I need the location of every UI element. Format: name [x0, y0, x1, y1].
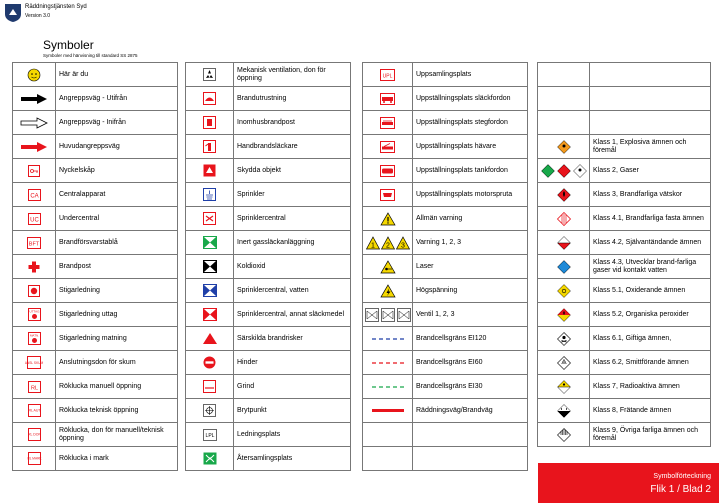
rescue-route-icon	[371, 408, 405, 413]
riser-outlet-icon	[28, 308, 41, 321]
symbol-row	[186, 351, 351, 375]
truck-extinguish-icon	[380, 93, 395, 105]
symbol-row	[186, 159, 351, 183]
symbol-row	[538, 207, 711, 231]
symbol-row	[538, 351, 711, 375]
symbol-row	[363, 135, 528, 159]
symbol-row	[538, 63, 711, 87]
symbol-row	[538, 399, 711, 423]
symbol-label: Sprinkler	[234, 183, 351, 207]
symbol-row	[186, 87, 351, 111]
empty-icon-cell	[363, 447, 413, 471]
symbol-row	[538, 255, 711, 279]
symbol-label: Uppställningsplats stegfordon	[413, 111, 528, 135]
symbol-label	[413, 447, 528, 471]
symbol-label: Inert gassläckanläggning	[234, 231, 351, 255]
key-box-icon	[28, 165, 40, 177]
symbol-label: Brandcellsgräns EI60	[413, 351, 528, 375]
symbol-label: Stigarledning uttag	[56, 303, 178, 327]
symbol-label: Angreppsväg - Utifrån	[56, 87, 178, 111]
symbol-label: Anslutningsdon för skum	[56, 351, 178, 375]
smoke-detector-icon	[24, 356, 44, 369]
symbol-label	[590, 111, 711, 135]
bft-code: BFT	[28, 240, 40, 247]
symbol-label: Huvudangreppsväg	[56, 135, 178, 159]
footer-box	[538, 463, 719, 503]
org-version: Version 3.0	[25, 13, 51, 19]
shield-logo-icon	[4, 3, 22, 23]
riser-icon	[28, 285, 40, 297]
warning-icon	[380, 212, 396, 226]
symbol-row	[363, 303, 528, 327]
symbol-label: Laser	[413, 255, 528, 279]
protected-object-icon	[203, 164, 216, 177]
symbol-label: Här är du	[56, 63, 178, 87]
symbol-label: Röklucka teknisk öppning	[56, 399, 178, 423]
line-green-icon	[371, 385, 405, 389]
ca-icon	[28, 189, 41, 201]
symbol-table-1	[12, 62, 178, 471]
symbol-row	[186, 327, 351, 351]
symbol-label: Klass 7, Radioaktiva ämnen	[590, 375, 711, 399]
class41-icon	[557, 212, 571, 226]
symbol-row	[13, 231, 178, 255]
symbol-label: Brandcellsgräns EI120	[413, 327, 528, 351]
class52-icon	[557, 308, 571, 322]
symbol-label: Röklucka, don för manuell/teknisk öppning	[56, 423, 178, 447]
symbol-label: Sprinklercentral, annat släckmedel	[234, 303, 351, 327]
symbol-row	[363, 111, 528, 135]
co2-icon	[203, 260, 217, 273]
symbol-row	[538, 111, 711, 135]
symbol-label: Klass 5.1, Oxiderande ämnen	[590, 279, 711, 303]
symbol-table-2	[185, 62, 351, 471]
symbol-label: Klass 6.2, Smittförande ämnen	[590, 351, 711, 375]
symbol-label: Klass 1, Explosiva ämnen och föremål	[590, 135, 711, 159]
symbol-row	[186, 423, 351, 447]
class43-icon	[557, 260, 571, 274]
line-blue-icon	[371, 337, 405, 341]
symbol-label: Klass 5.2, Organiska peroxider	[590, 303, 711, 327]
symbol-label: Allmän varning	[413, 207, 528, 231]
symbol-row	[538, 87, 711, 111]
fan-icon	[203, 68, 216, 81]
symbol-label: Skydda objekt	[234, 159, 351, 183]
symbol-label: Ventil 1, 2, 3	[413, 303, 528, 327]
symbol-row	[363, 423, 528, 447]
warning-code-3: 3	[400, 242, 405, 249]
rl-auto-icon	[28, 404, 41, 417]
truck-lift-icon	[380, 141, 395, 153]
indoor-hydrant-icon	[203, 116, 216, 129]
symbol-label: Nyckelskåp	[56, 159, 178, 183]
class2-icon	[541, 164, 587, 178]
uttag-code: UTTAG	[29, 309, 39, 314]
face-icon	[27, 68, 41, 82]
symbol-label: Uppställningsplats tankfordon	[413, 159, 528, 183]
symbol-row	[13, 111, 178, 135]
symbol-row	[363, 159, 528, 183]
ca-code: CA	[29, 193, 39, 199]
symbol-row	[13, 399, 178, 423]
symbol-label: Återsamlingsplats	[234, 447, 351, 471]
symbol-row	[363, 231, 528, 255]
symbol-row	[363, 183, 528, 207]
class1-icon	[557, 140, 571, 154]
rl-mark-code: RL MARK	[26, 456, 42, 461]
symbol-row	[363, 351, 528, 375]
uc-icon	[28, 213, 41, 225]
symbol-row	[13, 207, 178, 231]
symbol-label: Uppställningsplats hävare	[413, 135, 528, 159]
symbol-row	[186, 447, 351, 471]
symbol-label: Klass 4.3, Utvecklar brand-farliga gaser vid kontakt vatten	[590, 255, 711, 279]
symbol-label: Stigarledning matning	[56, 327, 178, 351]
truck-motor-icon	[380, 189, 395, 201]
warning-123-icon	[366, 236, 410, 250]
symbol-row	[13, 303, 178, 327]
symbol-label: Varning 1, 2, 3	[413, 231, 528, 255]
symbol-label: Handbrandsläckare	[234, 135, 351, 159]
symbol-label: Klass 4.1, Brandfarliga fasta ämnen	[590, 207, 711, 231]
symbol-row	[186, 375, 351, 399]
symbol-label: Klass 8, Frätande ämnen	[590, 399, 711, 423]
symbol-label: Brytpunkt	[234, 399, 351, 423]
symbol-row	[13, 255, 178, 279]
symbol-label: Hinder	[234, 351, 351, 375]
class7-icon	[557, 380, 571, 394]
symbol-label: Röklucka manuell öppning	[56, 375, 178, 399]
arrow-red-icon	[19, 141, 49, 153]
sprinkler-icon	[203, 188, 216, 201]
symbol-row	[13, 87, 178, 111]
empty-icon-cell	[363, 423, 413, 447]
symbol-row	[363, 207, 528, 231]
rl-aut-code: RL AUT	[27, 408, 41, 413]
rl-code: RL	[30, 384, 38, 391]
symbol-row	[363, 87, 528, 111]
symbol-label	[590, 87, 711, 111]
symbol-label: Koldioxid	[234, 255, 351, 279]
extinguisher-icon	[203, 140, 216, 153]
hydrant-icon	[28, 261, 40, 273]
rl-icon	[28, 381, 41, 393]
symbol-label: Röklucka i mark	[56, 447, 178, 471]
symbol-label: Sprinklercentral, vatten	[234, 279, 351, 303]
symbol-table-4	[537, 62, 711, 447]
symbol-label: Brandförsvarstablå	[56, 231, 178, 255]
symbol-row	[363, 63, 528, 87]
footer-sheet: Flik 1 / Blad 2	[650, 484, 711, 495]
breakpoint-icon	[203, 404, 216, 417]
symbol-row	[538, 423, 711, 447]
symbol-label: Klass 6.1, Giftiga ämnen,	[590, 327, 711, 351]
symbol-row	[538, 231, 711, 255]
sprinkler-central-icon	[203, 212, 216, 225]
upl-icon	[380, 69, 395, 81]
truck-ladder-icon	[380, 117, 395, 129]
uc-code: UC	[29, 217, 39, 223]
rl-mark-icon	[28, 452, 41, 465]
class51-icon	[557, 284, 571, 298]
symbol-label: Klass 2, Gaser	[590, 159, 711, 183]
symbol-row	[538, 327, 711, 351]
page-subtitle: Symboler med hänvisning till standard SS 2875	[43, 53, 138, 58]
empty-icon-cell	[538, 63, 590, 87]
class8-icon	[557, 404, 571, 418]
class9-icon	[557, 428, 571, 442]
symbol-row	[186, 303, 351, 327]
symbol-row	[186, 399, 351, 423]
empty-icon-cell	[538, 87, 590, 111]
valve-123-icon	[365, 308, 411, 322]
symbol-row	[13, 447, 178, 471]
symbol-label: Sprinklercentral	[234, 207, 351, 231]
special-risk-icon	[202, 332, 218, 345]
symbol-row	[538, 279, 711, 303]
symbol-row	[186, 183, 351, 207]
symbol-row	[186, 279, 351, 303]
symbol-row	[13, 63, 178, 87]
symbol-row	[186, 207, 351, 231]
assembly-icon	[203, 452, 217, 465]
symbol-label: Angreppsväg - Inifrån	[56, 111, 178, 135]
gate-icon	[203, 380, 216, 393]
symbol-label: Uppställningsplats släckfordon	[413, 87, 528, 111]
symbol-row	[363, 399, 528, 423]
symbol-row	[538, 375, 711, 399]
symbol-row	[363, 375, 528, 399]
symbol-row	[13, 279, 178, 303]
class62-icon	[557, 356, 571, 370]
symbol-label: Uppsamlingsplats	[413, 63, 528, 87]
symbol-row	[13, 375, 178, 399]
symbol-row	[13, 327, 178, 351]
symbol-row	[13, 423, 178, 447]
arrow-black-icon	[19, 93, 49, 105]
rl-don-code: RL DON	[27, 432, 41, 437]
sprinkler-other-icon	[203, 308, 217, 321]
symbol-label	[590, 63, 711, 87]
symbol-label: Klass 3, Brandfarliga vätskor	[590, 183, 711, 207]
symbol-label: Brandpost	[56, 255, 178, 279]
symbol-label: Brandutrustning	[234, 87, 351, 111]
symbol-label: Särskilda brandrisker	[234, 327, 351, 351]
symbol-label: Klass 9, Övriga farliga ämnen och föremål	[590, 423, 711, 447]
class42-icon	[557, 236, 571, 250]
matn-code: MATN.	[29, 333, 39, 338]
class61-icon	[557, 332, 571, 346]
symbol-label: Inomhusbrandpost	[234, 111, 351, 135]
arrow-outline-icon	[19, 117, 49, 129]
symbol-label	[413, 423, 528, 447]
symbol-label: Stigarledning	[56, 279, 178, 303]
lpl-code: LPL	[205, 432, 214, 439]
laser-icon	[380, 260, 396, 274]
symbol-row	[538, 159, 711, 183]
symbol-label: Räddningsväg/Brandväg	[413, 399, 528, 423]
empty-icon-cell	[538, 111, 590, 135]
symbol-row	[13, 351, 178, 375]
gas-extinguish-icon	[203, 236, 217, 249]
symbol-label: Grind	[234, 375, 351, 399]
ansl-code: ANSL SKUM	[24, 361, 44, 365]
high-voltage-icon	[380, 284, 396, 298]
symbol-label: Mekanisk ventilation, don för öppning	[234, 63, 351, 87]
sprinkler-water-icon	[203, 284, 217, 297]
truck-tank-icon	[380, 165, 395, 177]
org-name: Räddningstjänsten Syd	[25, 4, 87, 10]
symbol-row	[13, 159, 178, 183]
rl-manual-auto-icon	[28, 428, 41, 441]
symbol-row	[186, 111, 351, 135]
lpl-icon	[203, 429, 217, 441]
symbol-row	[363, 279, 528, 303]
page-title: Symboler	[43, 38, 94, 52]
symbol-row	[363, 255, 528, 279]
warning-code-2: 2	[385, 242, 390, 249]
symbol-label: Undercentral	[56, 207, 178, 231]
class3-icon	[557, 188, 571, 202]
symbol-label: Klass 4.2, Självantändande ämnen	[590, 231, 711, 255]
upl-code: UPL	[382, 72, 393, 79]
riser-inlet-icon	[28, 332, 41, 345]
symbol-row	[186, 63, 351, 87]
line-red-icon	[371, 361, 405, 365]
warning-code-1: 1	[370, 242, 375, 249]
symbol-label: Ledningsplats	[234, 423, 351, 447]
symbol-row	[186, 255, 351, 279]
symbol-label: Brandcellsgräns EI30	[413, 375, 528, 399]
symbol-row	[538, 183, 711, 207]
obstacle-icon	[203, 356, 216, 369]
symbol-row	[13, 135, 178, 159]
symbol-row	[538, 135, 711, 159]
footer-title: Symbolförteckning	[653, 473, 711, 480]
symbol-row	[363, 327, 528, 351]
bft-icon	[27, 237, 41, 249]
symbol-label: Centralapparat	[56, 183, 178, 207]
symbol-row	[13, 183, 178, 207]
symbol-row	[363, 447, 528, 471]
symbol-label: Uppställningsplats motorspruta	[413, 183, 528, 207]
symbol-row	[538, 303, 711, 327]
symbol-label: Högspänning	[413, 279, 528, 303]
symbol-table-3	[362, 62, 528, 471]
fire-vent-icon	[203, 92, 216, 105]
symbol-row	[186, 231, 351, 255]
symbol-row	[186, 135, 351, 159]
